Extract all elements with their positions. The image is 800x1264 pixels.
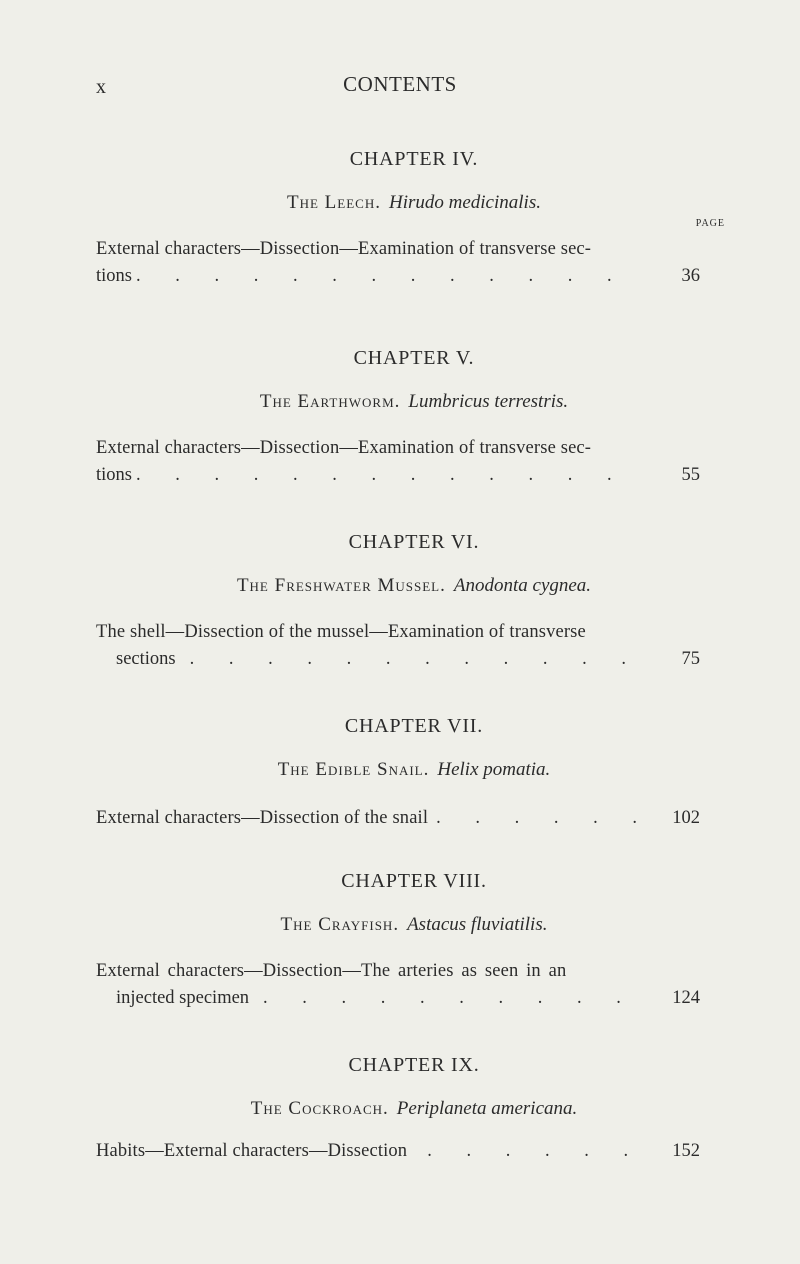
entry-text-tail: injected specimen bbox=[116, 988, 250, 1008]
entry-page-number: 102 bbox=[672, 808, 700, 828]
common-name: The Leech. bbox=[287, 192, 381, 213]
latin-name: Hirudo medicinalis. bbox=[388, 192, 541, 213]
running-head: CONTENTS bbox=[343, 72, 457, 96]
entry-page-number: 152 bbox=[672, 1141, 700, 1161]
chapter-subject bbox=[96, 759, 696, 781]
entry-page-number: 75 bbox=[681, 649, 700, 669]
chapter-heading: CHAPTER VIII. bbox=[341, 870, 487, 892]
toc-entry bbox=[96, 805, 700, 832]
common-name: The Edible Snail. bbox=[277, 759, 430, 780]
chapter-block bbox=[96, 870, 700, 1012]
toc-entry bbox=[96, 236, 700, 290]
toc-entry bbox=[96, 435, 700, 489]
chapter-heading: CHAPTER VII. bbox=[344, 715, 484, 737]
entry-text-continued bbox=[96, 646, 653, 673]
entry-text-continued bbox=[96, 462, 653, 489]
chapter-subject bbox=[96, 391, 696, 413]
chapter-block bbox=[96, 715, 700, 832]
chapter-block bbox=[96, 347, 700, 489]
entry-text-main: Habits—External characters—Dissection bbox=[96, 1141, 408, 1161]
leader-dots: . . . . . . . . . . bbox=[263, 988, 636, 1008]
entry-text-continued bbox=[96, 985, 653, 1012]
page-number-roman: x bbox=[96, 76, 106, 98]
chapter-subject bbox=[96, 575, 696, 597]
entry-text bbox=[96, 805, 653, 832]
entry-text: External characters—Dissection—Examination of transverse sec- bbox=[96, 438, 592, 458]
toc-entry bbox=[96, 958, 700, 1012]
entry-page-number: 124 bbox=[672, 988, 700, 1008]
leader-dots: . . . . . . bbox=[436, 808, 653, 828]
latin-name: Helix pomatia. bbox=[437, 759, 551, 780]
chapter-heading: CHAPTER IV. bbox=[349, 148, 479, 170]
entry-text-tail: sections bbox=[116, 649, 176, 669]
entry-text-main: External characters—Dissection of the snail bbox=[96, 808, 429, 828]
leader-dots: . . . . . . bbox=[427, 1141, 644, 1161]
entry-text: External characters—Dissection—Examination of transverse sec- bbox=[96, 239, 592, 259]
entry-page-number: 36 bbox=[681, 266, 700, 286]
common-name: The Crayfish. bbox=[280, 914, 400, 935]
chapter-subject bbox=[96, 192, 696, 214]
common-name: The Earthworm. bbox=[259, 391, 401, 412]
chapter-subject bbox=[96, 914, 696, 936]
leader-dots: . . . . . . . . . . . . bbox=[189, 649, 641, 669]
chapter-subject bbox=[96, 1098, 696, 1120]
page-column-label: PAGE bbox=[695, 218, 725, 229]
latin-name: Lumbricus terrestris. bbox=[408, 391, 569, 412]
entry-text-tail: tions bbox=[96, 266, 132, 286]
toc-entry bbox=[96, 619, 700, 673]
leader-dots: . . . . . . . . . . . . . bbox=[135, 266, 627, 286]
entry-text-continued bbox=[96, 263, 653, 290]
latin-name: Anodonta cygnea. bbox=[453, 575, 592, 596]
entry-text-tail: tions bbox=[96, 465, 132, 485]
chapter-block bbox=[96, 531, 700, 673]
leader-dots: . . . . . . . . . . . . . bbox=[135, 465, 627, 485]
chapter-heading: CHAPTER VI. bbox=[348, 531, 480, 553]
entry-text bbox=[96, 1138, 653, 1165]
entry-text: External characters—Dissection—The arteries as seen in an bbox=[96, 961, 567, 981]
chapter-heading: CHAPTER IX. bbox=[348, 1054, 480, 1076]
latin-name: Astacus fluviatilis. bbox=[407, 914, 548, 935]
chapter-block bbox=[96, 148, 725, 290]
latin-name: Periplaneta americana. bbox=[396, 1098, 578, 1119]
chapter-heading: CHAPTER V. bbox=[353, 347, 475, 369]
entry-text: The shell—Dissection of the mussel—Examination of transverse bbox=[96, 622, 586, 642]
chapter-block bbox=[96, 1054, 700, 1165]
common-name: The Freshwater Mussel. bbox=[236, 575, 446, 596]
common-name: The Cockroach. bbox=[250, 1098, 389, 1119]
toc-entry bbox=[96, 1138, 700, 1165]
entry-page-number: 55 bbox=[681, 465, 700, 485]
